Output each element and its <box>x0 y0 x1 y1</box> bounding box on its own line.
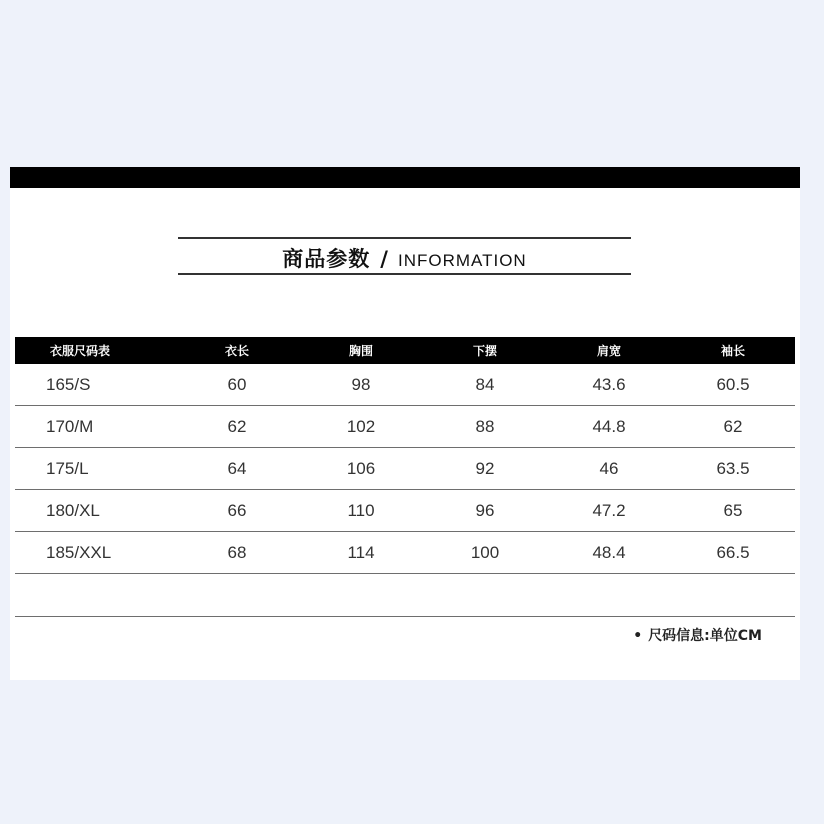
cell-size: 170/M <box>15 406 175 448</box>
cell-length: 62 <box>175 406 299 448</box>
unit-note <box>633 625 762 645</box>
cell-shoulder: 43.6 <box>547 364 671 406</box>
cell-chest: 114 <box>299 532 423 574</box>
section-title <box>178 243 631 271</box>
header-chest: 胸围 <box>299 337 423 364</box>
cell-empty <box>547 574 671 617</box>
header-length: 衣长 <box>175 337 299 364</box>
cell-chest: 106 <box>299 448 423 490</box>
size-chart-card <box>10 167 800 680</box>
title-bottom-rule <box>178 273 631 275</box>
cell-size: 185/XXL <box>15 532 175 574</box>
title-english: INFORMATION <box>397 251 527 270</box>
cell-empty <box>15 574 175 617</box>
cell-length: 64 <box>175 448 299 490</box>
cell-empty <box>299 574 423 617</box>
cell-chest: 98 <box>299 364 423 406</box>
cell-size: 180/XL <box>15 490 175 532</box>
table-row <box>15 364 795 406</box>
cell-sleeve: 66.5 <box>671 532 795 574</box>
cell-shoulder: 46 <box>547 448 671 490</box>
cell-length: 66 <box>175 490 299 532</box>
cell-shoulder: 44.8 <box>547 406 671 448</box>
cell-sleeve: 63.5 <box>671 448 795 490</box>
cell-hem: 84 <box>423 364 547 406</box>
cell-hem: 96 <box>423 490 547 532</box>
table-row-empty <box>15 574 795 617</box>
cell-sleeve: 62 <box>671 406 795 448</box>
top-black-bar <box>10 167 800 188</box>
bullet-icon: • <box>633 628 643 644</box>
title-separator: / <box>380 247 388 271</box>
cell-sleeve: 65 <box>671 490 795 532</box>
cell-hem: 88 <box>423 406 547 448</box>
size-table <box>15 337 795 617</box>
title-top-rule <box>178 237 631 239</box>
cell-empty <box>671 574 795 617</box>
cell-length: 68 <box>175 532 299 574</box>
cell-shoulder: 48.4 <box>547 532 671 574</box>
title-chinese: 商品参数 <box>282 247 371 271</box>
cell-chest: 110 <box>299 490 423 532</box>
cell-hem: 100 <box>423 532 547 574</box>
table-row <box>15 406 795 448</box>
cell-empty <box>423 574 547 617</box>
cell-sleeve: 60.5 <box>671 364 795 406</box>
header-size: 衣服尺码表 <box>15 337 175 364</box>
table-header-row <box>15 337 795 364</box>
cell-length: 60 <box>175 364 299 406</box>
table-row <box>15 490 795 532</box>
cell-size: 165/S <box>15 364 175 406</box>
unit-note-text: 尺码信息:单位CM <box>648 628 762 644</box>
cell-hem: 92 <box>423 448 547 490</box>
header-hem: 下摆 <box>423 337 547 364</box>
header-shoulder: 肩宽 <box>547 337 671 364</box>
header-sleeve: 袖长 <box>671 337 795 364</box>
cell-empty <box>175 574 299 617</box>
cell-shoulder: 47.2 <box>547 490 671 532</box>
cell-size: 175/L <box>15 448 175 490</box>
cell-chest: 102 <box>299 406 423 448</box>
table-row <box>15 448 795 490</box>
table-row <box>15 532 795 574</box>
